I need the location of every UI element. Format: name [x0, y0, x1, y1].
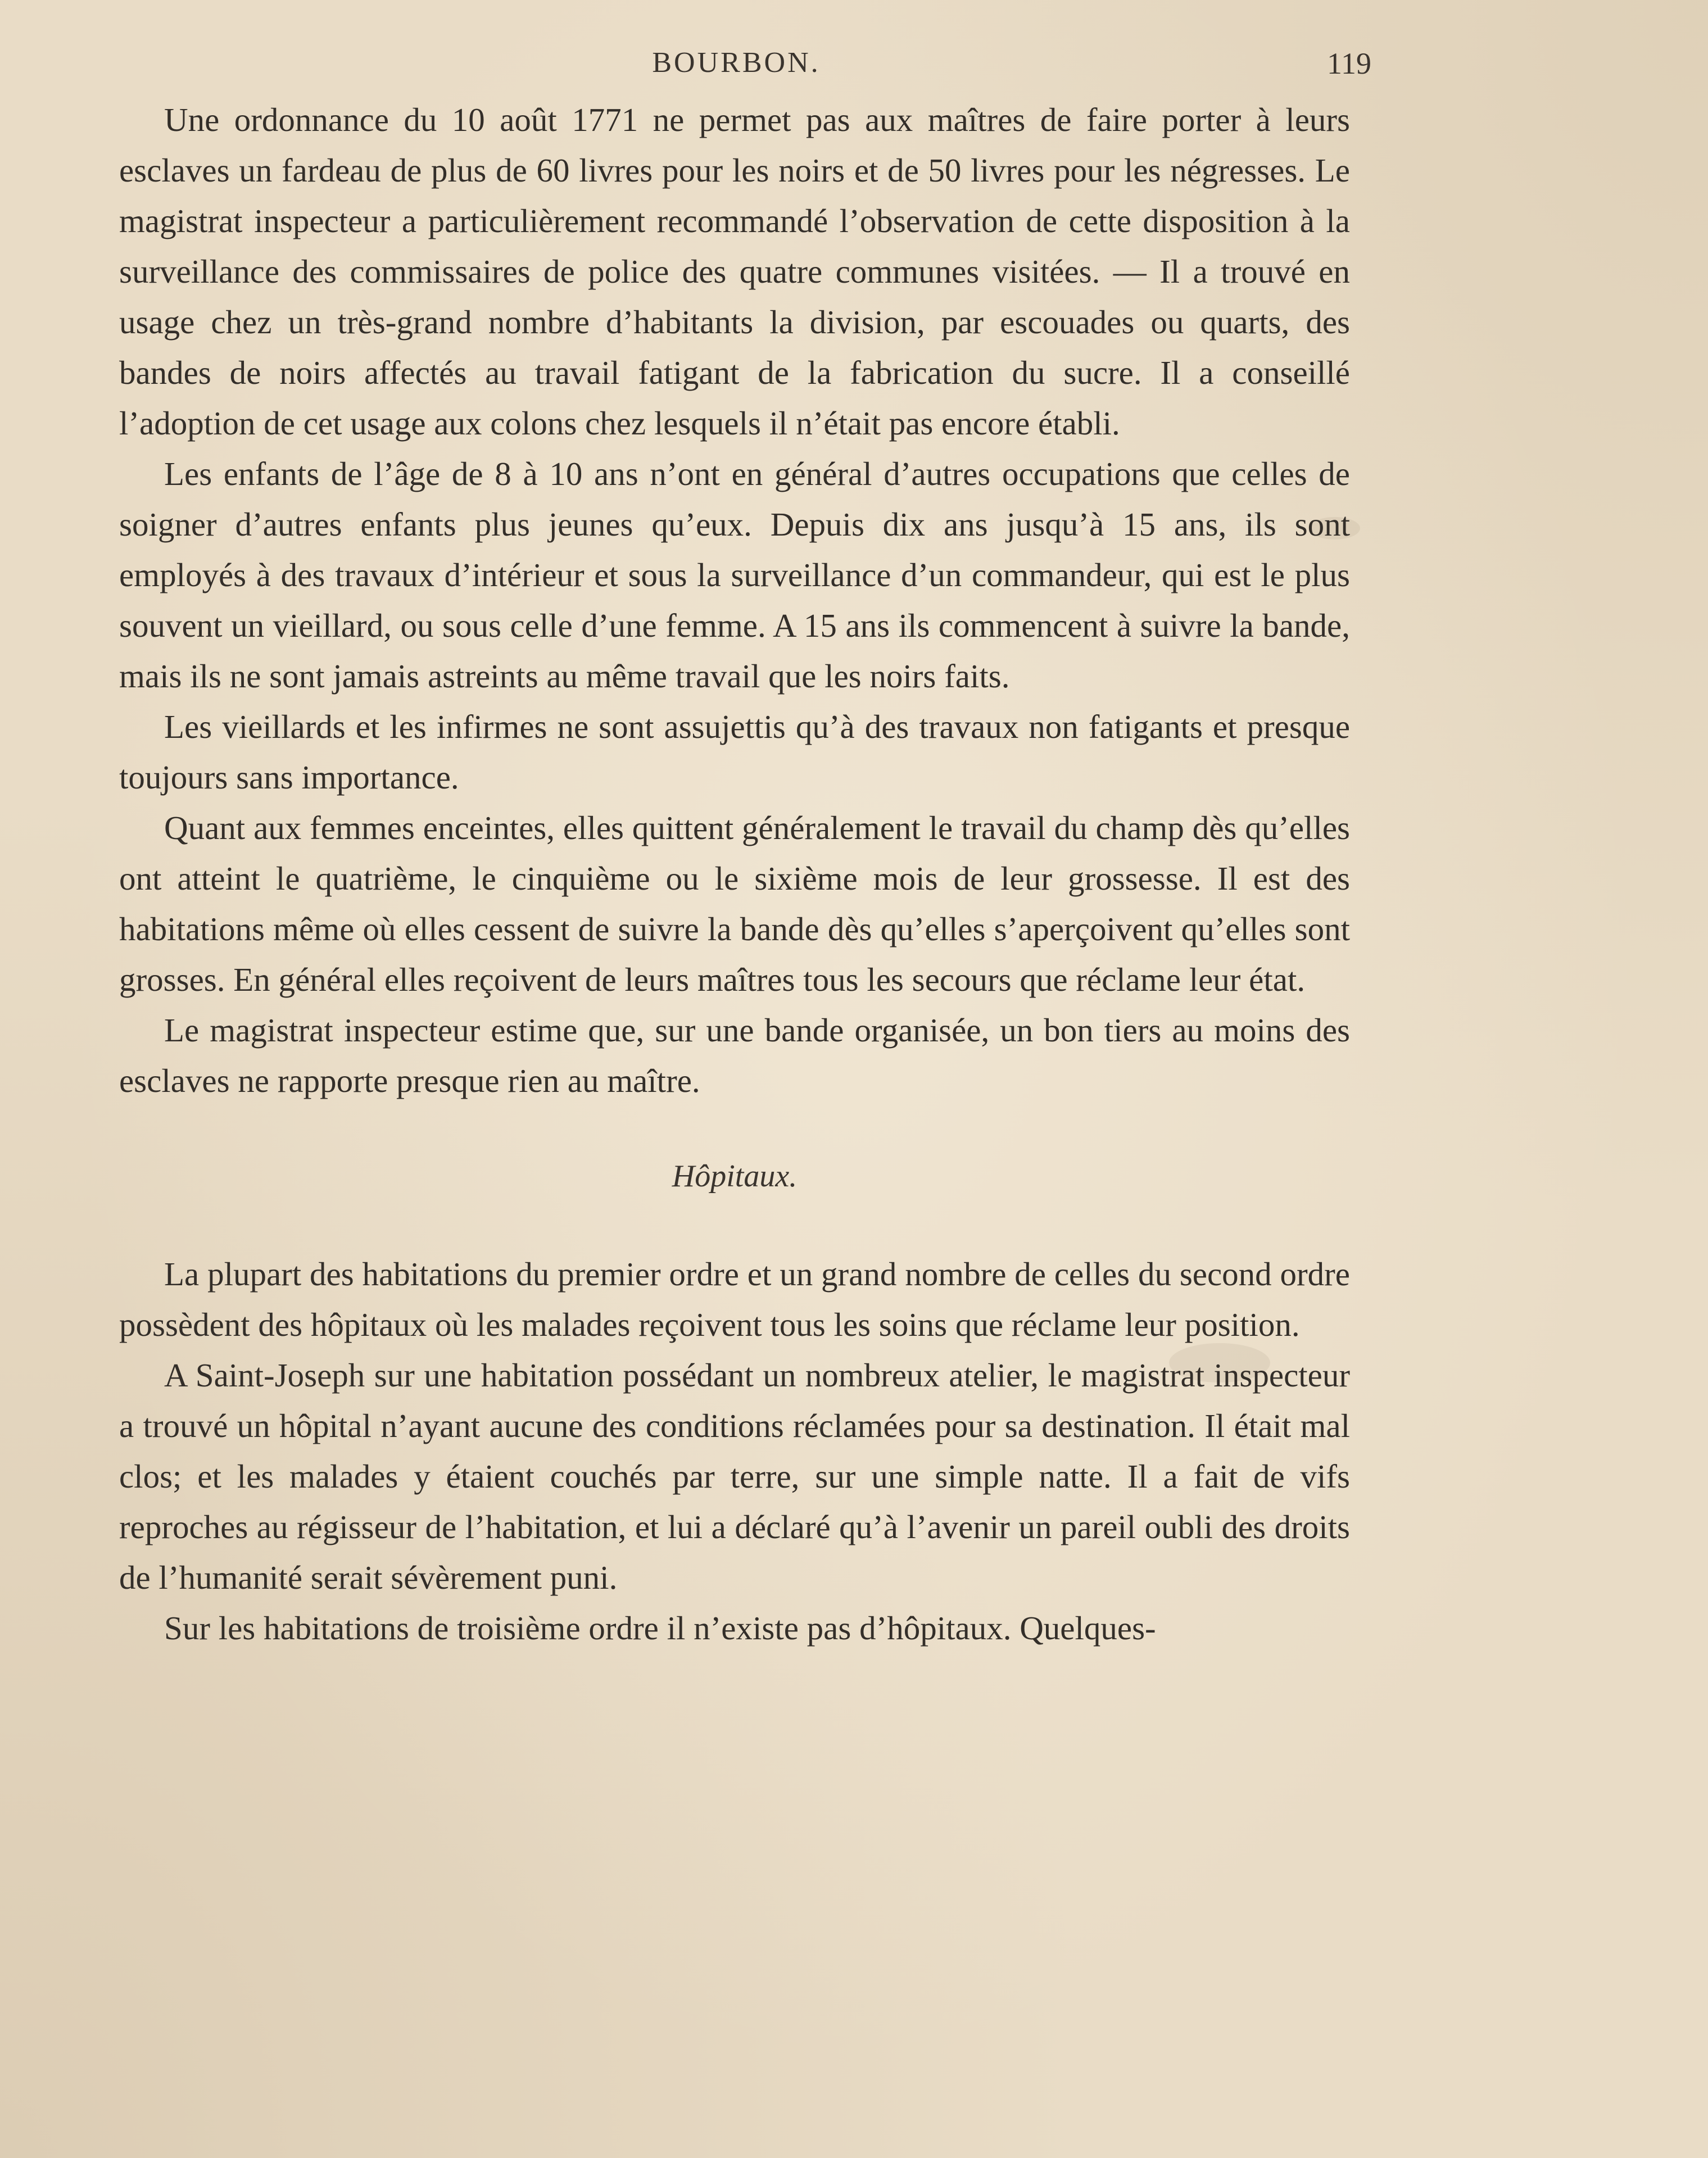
paragraph-hopitaux: La plupart des habitations du premier ordre et un grand nombre de celles du second ordre possèdent des hôpitaux où les malades reçoivent tous les soins que réclame leur position.: [119, 1255, 1350, 1343]
paragraph-vieillards: Les vieillards et les infirmes ne sont assujettis qu’à des travaux non fatigants et presque toujours sans importance.: [119, 708, 1350, 796]
paragraph-enfants: Les enfants de l’âge de 8 à 10 ans n’ont en général d’autres occupations que celles de soigner d’autres enfants plus jeunes qu’eux. Depuis dix ans jusqu’à 15 ans, ils sont employés à des travaux d’intérieur et sous la surveillance d’un commandeur, qui est le plus souvent un vieillard, ou sous celle d’une femme. A 15 ans ils commencent à suivre la bande, mais ils ne sont jamais astreints au même travail que les noirs faits.: [119, 455, 1350, 695]
paragraph-troisieme-ordre: Sur les habitations de troisième ordre il n’existe pas d’hôpitaux. Quelques-: [164, 1610, 1156, 1647]
section-heading-hopitaux: Hôpitaux.: [672, 1159, 798, 1194]
page-number: 119: [1327, 47, 1371, 80]
body-text: [119, 94, 1350, 1653]
running-head: [112, 46, 1371, 85]
paragraph-ordonnance: Une ordonnance du 10 août 1771 ne permet pas aux maîtres de faire porter à leurs esclaves un fardeau de plus de 60 livres pour les noirs et de 50 livres pour les négresses. Le magistrat inspecteur a particulièrement recommandé l’observation de cette disposition à la surveillance des commissaires de police des quatre communes visitées. — Il a trouvé en usage chez un très-grand nombre d’habitants la division, par escouades ou quarts, des bandes de noirs affectés au travail fatigant de la fabrication du sucre. Il a conseillé l’adoption de cet usage aux colons chez lesquels il n’était pas encore établi.: [119, 101, 1350, 442]
paragraph-saint-joseph: A Saint-Joseph sur une habitation possédant un nombreux atelier, le magistrat inspecteur a trouvé un hôpital n’ayant aucune des conditions réclamées pour sa destination. Il était mal clos; et les malades y étaient couchés par terre, sur une simple natte. Il a fait de vifs reproches au régisseur de l’habitation, et lui a déclaré qu’à l’avenir un pareil oubli des droits de l’humanité serait sévèrement puni.: [119, 1357, 1350, 1596]
paragraph-estimation: Le magistrat inspecteur estime que, sur une bande organisée, un bon tiers au moins des esclaves ne rapporte presque rien au maître.: [119, 1012, 1350, 1099]
running-title: BOURBON.: [652, 47, 821, 79]
paragraph-femmes-enceintes: Quant aux femmes enceintes, elles quittent généralement le travail du champ dès qu’elles ont atteint le quatrième, le cinquième ou le sixième mois de leur grossesse. Il est des habitations même où elles cessent de suivre la bande dès qu’elles s’aperçoivent qu’elles sont grosses. En général elles reçoivent de leurs maîtres tous les secours que réclame leur état.: [119, 809, 1350, 998]
